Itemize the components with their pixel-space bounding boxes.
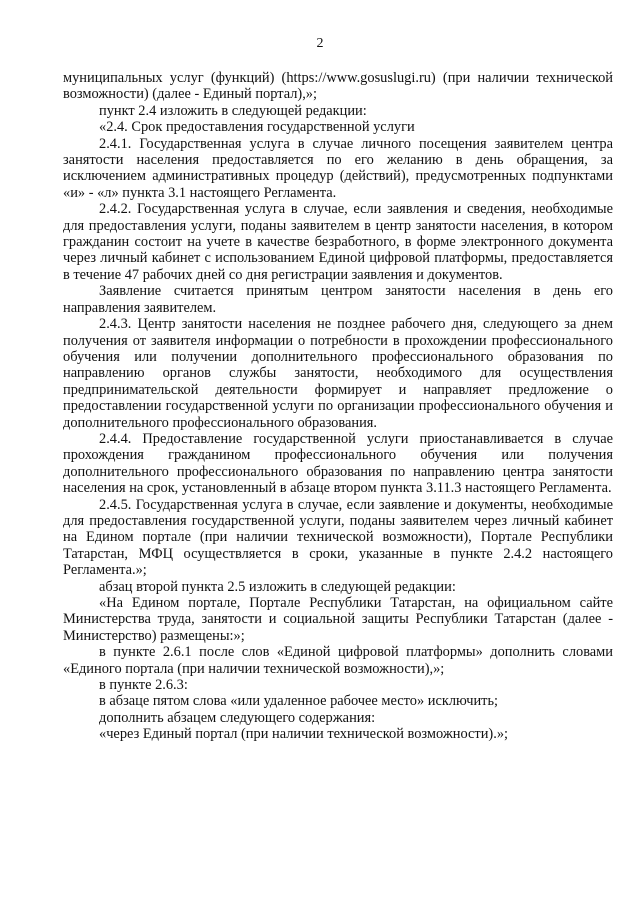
paragraph: 2.4.3. Центр занятости населения не позднее рабочего дня, следующего за днем получения от заявителя информации о потребности в прохождении профессионального обучения или получении дополнительного профессионального образования по направлению органов службы занятости, необходимого для осуществления предпринимательской деятельности формирует и направляет предложение о предоставлении государственной услуги по организации профессионального обучения и дополнительного профессионального образования. xyxy=(63,316,613,431)
paragraph: абзац второй пункта 2.5 изложить в следующей редакции: xyxy=(99,578,456,595)
paragraph: «На Едином портале, Портале Республики Татарстан, на официальном сайте Министерства труда, занятости и социальной защиты Республики Татарстан (далее - Министерство) размещены:»; xyxy=(63,595,613,644)
paragraph: «2.4. Срок предоставления государственной услуги xyxy=(99,119,415,136)
page-number: 2 xyxy=(316,36,324,51)
paragraph: «через Единый портал (при наличии технической возможности).»; xyxy=(99,726,509,743)
paragraph: 2.4.4. Предоставление государственной услуги приостанавливается в случае прохождения гражданином профессионального обучения или получения дополнительного профессионального образования по направлению центра занятости населения на срок, установленный в абзаце втором пункта 3.11.3 настоящего Регламента. xyxy=(63,430,613,497)
paragraph: в пункте 2.6.1 после слов «Единой цифровой платформы» дополнить словами «Единого портала (при наличии технической возможности),»; xyxy=(63,644,613,677)
paragraph: дополнить абзацем следующего содержания: xyxy=(99,709,376,726)
paragraph: муниципальных услуг (функций) (https://www.gosuslugi.ru) (при наличии технической возможности) (далее - Единый портал),»; xyxy=(63,70,613,103)
paragraph: 2.4.1. Государственная услуга в случае личного посещения заявителем центра занятости населения предоставляется по его желанию в день обращения, за исключением административных процедур (действий), предусмотренных подпунктами «и» - «л» пункта 3.1 настоящего Регламента. xyxy=(63,135,613,201)
paragraph: в пункте 2.6.3: xyxy=(99,677,188,694)
document-body xyxy=(63,70,613,743)
paragraph: 2.4.5. Государственная услуга в случае, если заявление и документы, необходимые для предоставления государственной услуги, поданы заявителем через личный кабинет на Едином портале (при наличии технической возможности), Портале Республики Татарстан, МФЦ осуществляется в сроки, указанные в пункте 2.4.2 настоящего Регламента.»; xyxy=(63,496,613,579)
paragraph: пункт 2.4 изложить в следующей редакции: xyxy=(99,102,367,119)
paragraph: 2.4.2. Государственная услуга в случае, если заявления и сведения, необходимые для предоставления услуги, поданы заявителем в центр занятости населения, в котором гражданин состоит на учете в качестве безработного, в форме электронного документа через личный кабинет с использованием Единой цифровой платформы, предоставляется в течение 47 рабочих дней со дня регистрации заявления и документов. xyxy=(63,201,613,283)
paragraph: в абзаце пятом слова «или удаленное рабочее место» исключить; xyxy=(99,693,499,710)
paragraph: Заявление считается принятым центром занятости населения в день его направления заявителем. xyxy=(63,283,613,316)
